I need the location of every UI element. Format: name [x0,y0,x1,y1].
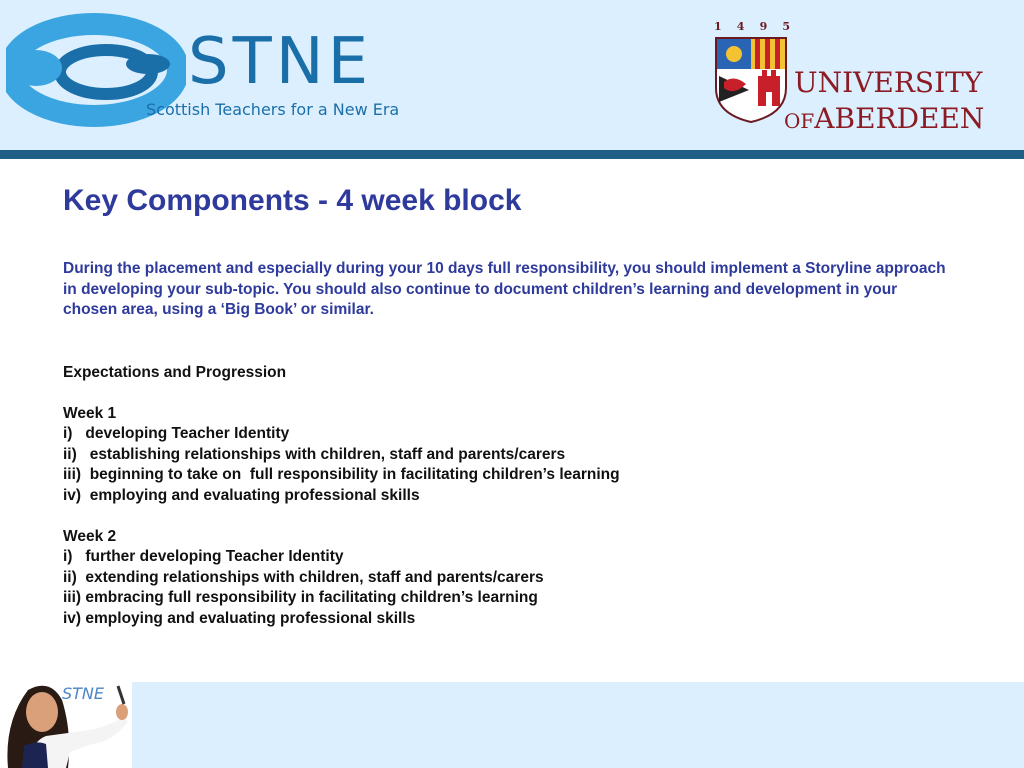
list-item: iv) employing and evaluating professional skills [63,486,420,504]
week-1-block [63,404,963,507]
university-name-aberdeen: ABERDEEN [814,102,985,135]
year-digit: 9 [759,20,768,33]
stne-logo [6,8,426,128]
year-digit: 5 [782,20,790,33]
stne-tagline: Scottish Teachers for a New Era [146,100,400,119]
footer-band [0,682,1024,768]
intro-paragraph: During the placement and especially during your 10 days full responsibility, you should implement a Storyline approach in developing your sub-topic. You should also continue to document children’s learning and development in your chosen area, using a ‘Big Book’ or similar. [63,260,946,318]
list-item: ii) establishing relationships with children, staff and parents/carers [63,445,566,463]
list-item: i) developing Teacher Identity [63,425,290,442]
list-item: ii) extending relationships with children, staff and parents/carers [63,568,544,586]
child-writing-on-board-photo [0,682,132,768]
university-logo [712,18,1012,138]
list-item: i) further developing Teacher Identity [63,548,344,565]
year-digit: 1 [714,20,722,33]
list-item: iv) employing and evaluating professional skills [63,609,416,627]
year-digit: 4 [736,20,745,33]
list-item: iii) embracing full responsibility in facilitating children’s learning [63,589,538,606]
week-heading: Week 1 [63,404,117,422]
university-crest-icon [714,36,788,124]
footer-stne-label: STNE [62,684,105,703]
page-title: Key Components - 4 week block [63,184,522,217]
stne-wordmark: STNE [188,25,373,99]
founding-year [714,20,790,33]
week-heading: Week 2 [63,527,117,545]
list-item: iii) beginning to take on full responsibility in facilitating children’s learning [63,466,620,483]
university-name-line2 [784,102,984,135]
section-heading: Expectations and Progression [63,363,287,381]
university-name-line1: UNIVERSITY [794,66,983,99]
slide-content [63,183,963,629]
header-divider [0,150,1024,159]
week-2-block [63,527,963,630]
expectations-section [63,363,963,630]
university-name-of: OF [784,109,815,133]
